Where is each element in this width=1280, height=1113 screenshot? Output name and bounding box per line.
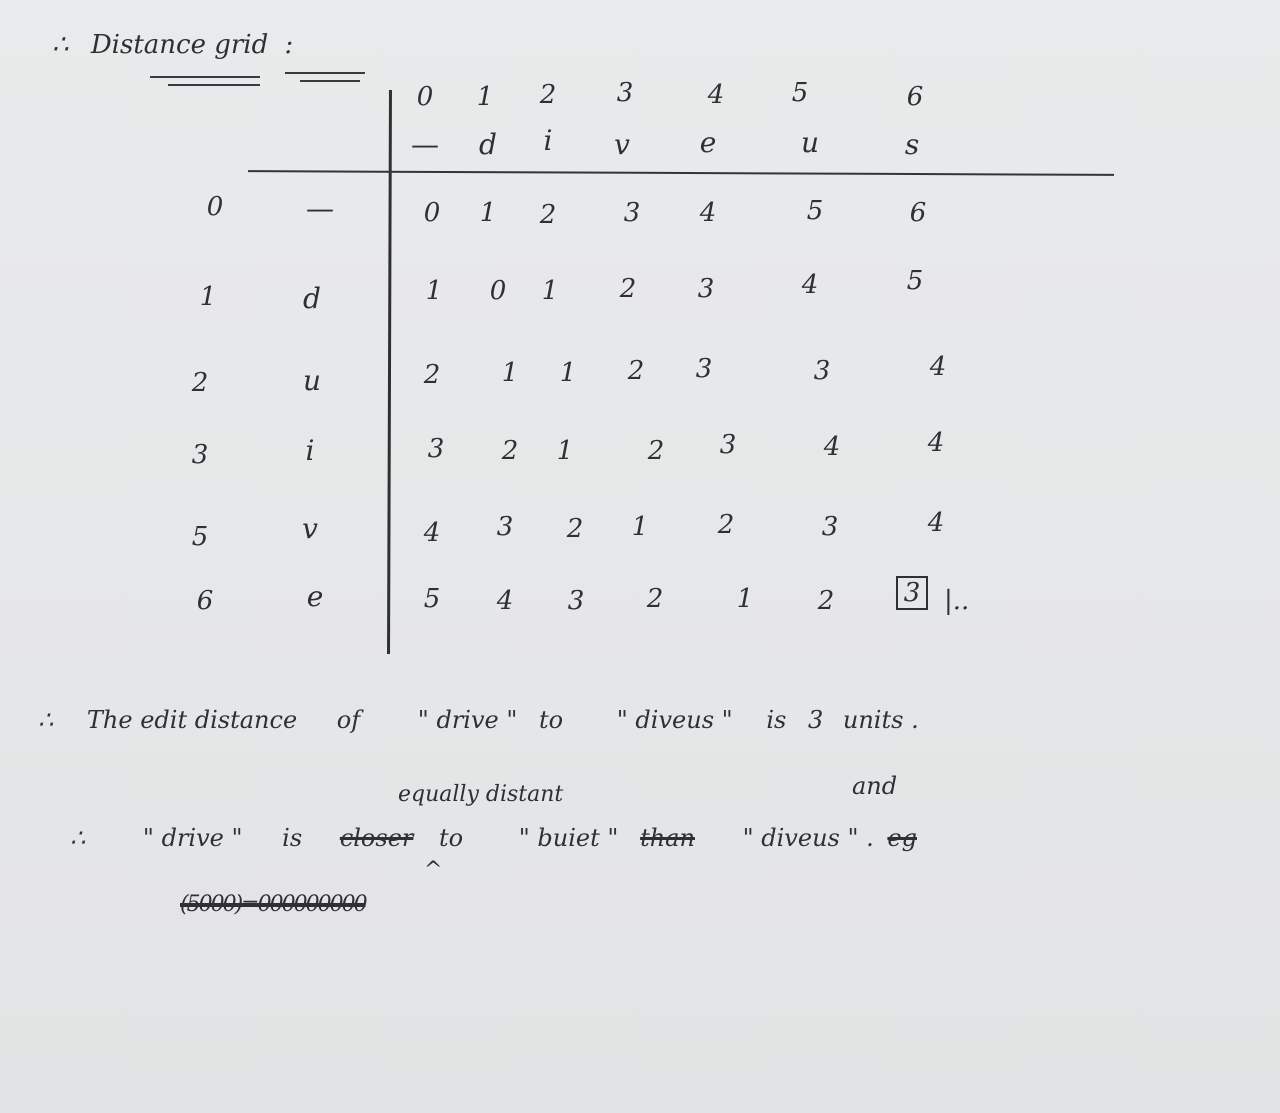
row-letter: i — [305, 434, 315, 467]
grid-cell: 3 — [496, 512, 514, 542]
grid-cell: 4 — [929, 352, 947, 382]
conclusion2-is: is — [282, 824, 303, 852]
col-index: 5 — [791, 78, 809, 108]
grid-cell: 3 — [813, 356, 831, 386]
conclusion-of: of — [336, 706, 361, 734]
struck-closer: closer — [339, 824, 414, 852]
col-index: 3 — [616, 78, 634, 108]
heading-underline — [150, 76, 260, 78]
grid-cell: 4 — [927, 508, 945, 538]
grid-cell: 2 — [817, 586, 835, 616]
col-index: 0 — [416, 82, 434, 112]
conclusion2-word-diveus: " diveus " . — [742, 824, 874, 852]
grid-cell: 1 — [559, 358, 577, 388]
grid-cell: 4 — [423, 518, 441, 548]
col-index: 6 — [906, 82, 924, 112]
grid-cell: 2 — [646, 584, 664, 614]
conclusion-word-diveus: " diveus " — [616, 706, 733, 734]
insertion-caret: ^ — [424, 858, 443, 883]
grid-cell: 1 — [736, 584, 754, 614]
grid-cell: 2 — [717, 510, 735, 540]
grid-cell: 2 — [501, 436, 519, 466]
grid-horizontal-line — [248, 170, 1114, 176]
heading — [52, 30, 293, 60]
row-index: 5 — [191, 522, 209, 552]
grid-cell: 4 — [801, 270, 819, 300]
row-letter: — — [306, 192, 334, 225]
grid-cell: 0 — [489, 276, 507, 306]
conclusion-2 — [70, 824, 917, 852]
conclusion2-word-buiet: " buiet " — [518, 824, 619, 852]
grid-cell: 3 — [719, 430, 737, 460]
grid-cell: 3 — [697, 274, 715, 304]
conclusion-1 — [38, 706, 919, 734]
grid-vertical-line — [387, 90, 392, 654]
col-index: 1 — [476, 82, 494, 112]
grid-cell: 5 — [806, 196, 824, 226]
scribbled-out-text: (5000)=000000000 — [180, 892, 366, 917]
grid-cell: 1 — [556, 436, 574, 466]
grid-cell: 1 — [425, 276, 443, 306]
end-scribble: eg — [887, 824, 917, 852]
grid-cell: 3 — [427, 434, 445, 464]
col-letter: v — [614, 128, 630, 161]
col-index: 2 — [539, 80, 557, 110]
final-distance-cell — [892, 578, 932, 608]
therefore-symbol: ∴ — [38, 706, 54, 734]
row-index: 6 — [196, 586, 214, 616]
row-index: 3 — [191, 440, 209, 470]
col-letter: e — [699, 126, 717, 159]
grid-cell: 2 — [619, 274, 637, 304]
therefore-symbol: ∴ — [52, 30, 69, 60]
conclusion-to: to — [539, 706, 564, 734]
row-letter: u — [302, 364, 322, 397]
grid-cell: 5 — [906, 266, 924, 296]
col-letter: d — [479, 128, 497, 161]
struck-than: than — [640, 824, 695, 852]
heading-underline-double — [168, 84, 260, 86]
therefore-symbol: ∴ — [70, 824, 86, 852]
grid-cell: 0 — [423, 198, 441, 228]
grid-cell: 3 — [567, 586, 585, 616]
grid-cell: 3 — [821, 512, 839, 542]
row-index: 0 — [206, 192, 224, 222]
heading-colon: : — [284, 30, 294, 60]
grid-cell: 4 — [823, 432, 841, 462]
col-index: 4 — [707, 80, 725, 110]
grid-cell: 2 — [566, 514, 584, 544]
final-distance-value: 3 — [896, 576, 929, 610]
row-letter: e — [306, 580, 324, 613]
col-letter: u — [800, 126, 820, 159]
conclusion-units: units . — [842, 706, 919, 734]
grid-cell: 4 — [496, 586, 514, 616]
grid-cell: 2 — [647, 436, 665, 466]
grid-cell: 2 — [627, 356, 645, 386]
col-letter: s — [904, 128, 920, 161]
final-marker: |.. — [944, 586, 970, 616]
conclusion2-word-drive: " drive " — [142, 824, 243, 852]
grid-cell: 1 — [541, 276, 559, 306]
edit-distance-value: 3 — [807, 706, 824, 734]
row-letter: d — [303, 282, 321, 315]
row-letter: v — [302, 512, 318, 545]
conclusion-is: is — [766, 706, 787, 734]
heading-underline-2 — [285, 72, 365, 74]
row-index: 1 — [199, 282, 217, 312]
grid-cell: 1 — [631, 512, 649, 542]
grid-cell: 4 — [699, 198, 717, 228]
col-letter: i — [543, 124, 553, 157]
conclusion-text: The edit distance — [86, 706, 298, 734]
grid-cell: 3 — [695, 354, 713, 384]
heading-title: Distance grid — [90, 30, 269, 60]
inserted-and: and — [852, 772, 898, 800]
inserted-equally-distant: equally distant — [398, 782, 564, 807]
grid-cell: 1 — [479, 198, 497, 228]
grid-cell: 5 — [423, 584, 441, 614]
col-letter: — — [411, 128, 439, 161]
row-index: 2 — [191, 368, 209, 398]
grid-cell: 6 — [909, 198, 927, 228]
grid-cell: 2 — [423, 360, 441, 390]
grid-cell: 4 — [927, 428, 945, 458]
grid-cell: 1 — [501, 358, 519, 388]
grid-cell: 2 — [539, 200, 557, 230]
conclusion-word-drive: " drive " — [417, 706, 518, 734]
grid-cell: 3 — [623, 198, 641, 228]
heading-underline-2b — [300, 80, 360, 82]
conclusion2-to: to — [439, 824, 464, 852]
